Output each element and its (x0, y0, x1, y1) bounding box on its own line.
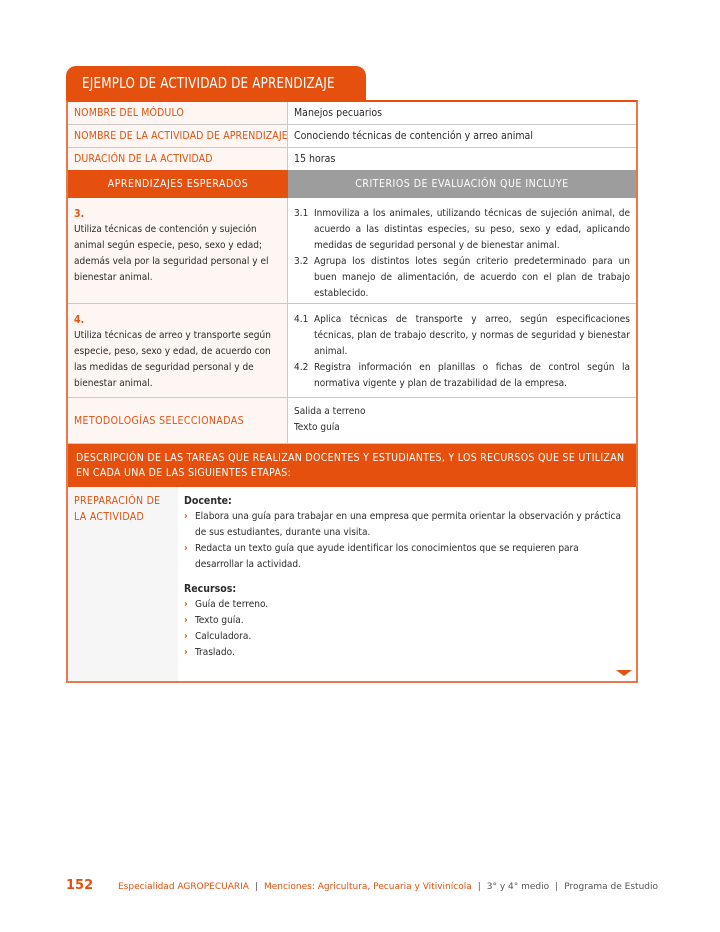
preparacion-label: PREPARACIÓN DE LA ACTIVIDAD (68, 487, 178, 681)
criterio-item (294, 254, 630, 302)
recursos-title: Recursos: (184, 583, 237, 595)
footer-separator: | (477, 882, 481, 892)
metodologias-label: METODOLOGÍAS SELECCIONADAS (68, 398, 288, 443)
criterios-cell (288, 304, 636, 397)
criterio-item (294, 360, 630, 392)
criterio-text: Registra información en planillas o fichas de control según la normativa vigente y plan de trazabilidad de la empresa. (314, 362, 630, 389)
footer-programa: Programa de Estudio (564, 882, 658, 892)
criterio-number: 4.1 (294, 314, 309, 325)
metodologia-item: Texto guía (294, 422, 340, 433)
footer-separator: | (254, 882, 258, 892)
aprendizaje-number: 4. (74, 314, 85, 326)
aprendizaje-cell (68, 304, 288, 397)
info-label: DURACIÓN DE LA ACTIVIDAD (68, 148, 288, 170)
criterio-item (294, 206, 630, 254)
section-header-row (68, 170, 636, 198)
criterio-text: Inmoviliza a los animales, utilizando técnicas de sujeción animal, de acuerdo a las distintas especies, su peso, sexo y edad, aplicando medidas de seguridad personal y de bienestar animal. (314, 208, 630, 251)
chevron-right-icon: › (184, 599, 188, 610)
footer-especialidad: Especialidad AGROPECUARIA (118, 882, 249, 892)
chevron-right-icon: › (184, 631, 188, 642)
aprendizaje-row (68, 304, 636, 398)
info-value: 15 horas (294, 153, 336, 165)
criterio-number: 4.2 (294, 362, 309, 373)
footer-menciones: Menciones: Agricultura, Pecuaria y Vitivinícola (263, 882, 472, 892)
metodologias-list (288, 398, 636, 443)
criterio-number: 3.2 (294, 256, 309, 267)
criterio-text: Agrupa los distintos lotes según criterio predeterminado para un buen manejo de alimentación, de acuerdo con el plan de trabajo establecido. (314, 256, 630, 299)
footer-separator: | (555, 882, 559, 892)
aprendizaje-row (68, 198, 636, 304)
aprendizaje-text: Utiliza técnicas de arreo y transporte según especie, peso, sexo y edad, de acuerdo con las medidas de seguridad personal y de bienestar animal. (74, 330, 271, 389)
docente-item: › Redacta un texto guía que ayude identificar los conocimientos que se requieren para desarrollar la actividad. (184, 541, 628, 573)
criterio-text: Aplica técnicas de transporte y arreo, según especificaciones técnicas, plan de trabajo descrito, y normas de seguridad y bienestar animal. (314, 314, 630, 357)
info-row-modulo (68, 102, 636, 125)
info-label: NOMBRE DEL MÓDULO (68, 102, 288, 124)
aprendizaje-cell (68, 198, 288, 303)
recurso-item: › Traslado. (184, 645, 628, 661)
chevron-right-icon: › (184, 511, 188, 522)
docente-title: Docente: (184, 495, 232, 507)
recurso-item: › Calculadora. (184, 629, 628, 645)
recurso-item: › Texto guía. (184, 613, 628, 629)
preparacion-content (178, 487, 636, 681)
docente-item: › Elabora una guía para trabajar en una empresa que permita orientar la observación y práctica de sus estudiantes, durante una visita. (184, 509, 628, 541)
aprendizaje-number: 3. (74, 208, 85, 220)
page-footer (66, 878, 658, 893)
preparacion-row (68, 487, 636, 681)
page-number: 152 (66, 878, 94, 893)
criterio-number: 3.1 (294, 208, 309, 219)
criterio-item (294, 312, 630, 360)
activity-page (66, 66, 638, 683)
info-value: Conociendo técnicas de contención y arreo animal (294, 130, 533, 142)
recurso-item: › Guía de terreno. (184, 597, 628, 613)
metodologias-row (68, 398, 636, 444)
page-title: EJEMPLO DE ACTIVIDAD DE APRENDIZAJE (66, 66, 366, 100)
info-row-actividad (68, 125, 636, 148)
criterios-header: CRITERIOS DE EVALUACIÓN QUE INCLUYE (288, 170, 636, 198)
chevron-right-icon: › (184, 647, 188, 658)
info-label: NOMBRE DE LA ACTIVIDAD DE APRENDIZAJE (68, 125, 288, 147)
footer-nivel: 3° y 4° medio (486, 882, 550, 892)
activity-table (66, 100, 638, 683)
info-value: Manejos pecuarios (294, 107, 383, 119)
criterios-cell (288, 198, 636, 303)
chevron-right-icon: › (184, 615, 188, 626)
chevron-right-icon: › (184, 543, 188, 554)
continue-arrow-icon (616, 670, 632, 676)
aprendizaje-text: Utiliza técnicas de contención y sujeción animal según especie, peso, sexo y edad; además vela por la seguridad personal y el bienestar animal. (74, 224, 269, 283)
descripcion-header: DESCRIPCIÓN DE LAS TAREAS QUE REALIZAN DOCENTES Y ESTUDIANTES, Y LOS RECURSOS QUE SE UTILIZAN EN CADA UNA DE LAS SIGUIENTES ETAPAS: (68, 444, 636, 487)
aprendizajes-header: APRENDIZAJES ESPERADOS (68, 170, 288, 198)
info-row-duracion (68, 148, 636, 170)
metodologia-item: Salida a terreno (294, 406, 366, 417)
